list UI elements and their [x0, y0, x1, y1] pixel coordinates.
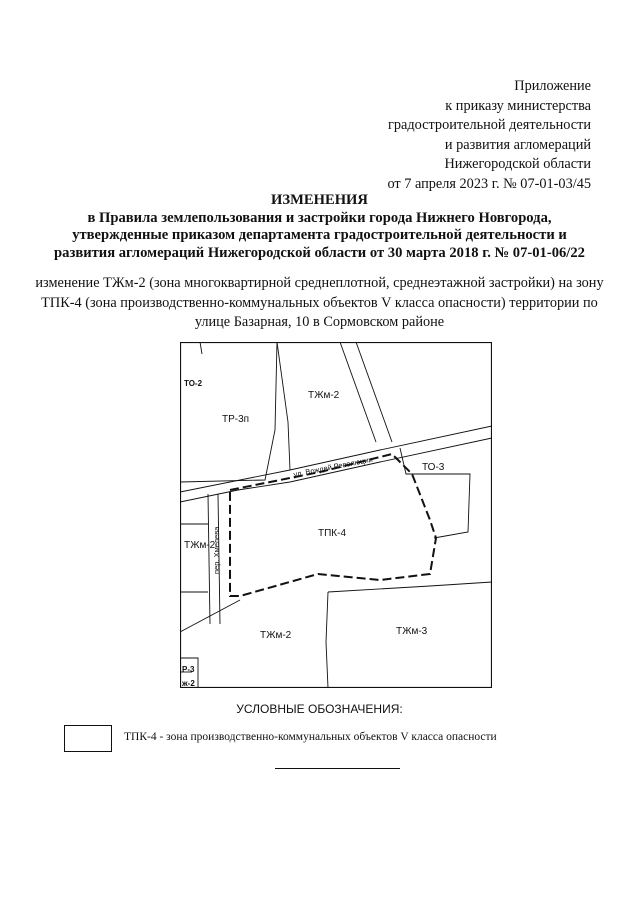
document-subtitle-line: в Правила землепользования и застройки города Нижнего Новгорода, [87, 209, 552, 226]
appendix-block [387, 77, 591, 195]
zone-label-p3: Р-3 [182, 665, 195, 674]
legend-swatch [64, 725, 112, 752]
appendix-line: Нижегородской области [444, 156, 591, 173]
street-label-khmeleva: пер. Хмелева [212, 526, 221, 574]
appendix-line: и развития агломераций [444, 136, 591, 153]
street-label-vozhdei: ул. Вождей Революции [292, 454, 374, 479]
zone-label-to2: ТО-2 [184, 379, 203, 388]
zone-label-tr3p: ТР-3п [222, 414, 250, 425]
appendix-line: к приказу министерства [445, 97, 591, 114]
document-title: ИЗМЕНЕНИЯ [271, 192, 368, 208]
change-description [0, 274, 639, 333]
zone-label-tzhm2-top: ТЖм-2 [308, 390, 340, 401]
signature-line [275, 768, 400, 769]
zoning-map [180, 342, 492, 688]
zone-label-to3: ТО-3 [422, 462, 445, 473]
document-subtitle-line: утвержденные приказом департамента градостроительной деятельности и [72, 227, 567, 244]
zone-label-zh2: ж-2 [182, 679, 195, 688]
legend-item-text: ТПК-4 - зона производственно-коммунальных объектов V класса опасности [124, 731, 497, 743]
zone-label-tzhm3: ТЖм-3 [396, 626, 428, 637]
description-line: ТПК-4 (зона производственно-коммунальных объектов V класса опасности) территории по [41, 294, 598, 311]
zone-label-tzhm2-left: ТЖм-2 [184, 540, 216, 551]
legend-title: УСЛОВНЫЕ ОБОЗНАЧЕНИЯ: [236, 702, 403, 716]
description-line: изменение ТЖм-2 (зона многоквартирной среднеплотной, среднеэтажной застройки) на зону [35, 275, 604, 291]
description-line: улице Базарная, 10 в Сормовском районе [194, 314, 445, 331]
document-subtitle-line: развития агломераций Нижегородской области от 30 марта 2018 г. № 07-01-06/22 [54, 244, 585, 261]
zone-label-tzhm2-bottom: ТЖм-2 [260, 630, 292, 641]
document-heading [0, 192, 639, 262]
appendix-line: градостроительной деятельности [388, 117, 591, 134]
appendix-line: Приложение [514, 78, 591, 94]
zone-label-tpk4: ТПК-4 [318, 528, 347, 539]
appendix-line: от 7 апреля 2023 г. № 07-01-03/45 [387, 175, 591, 192]
